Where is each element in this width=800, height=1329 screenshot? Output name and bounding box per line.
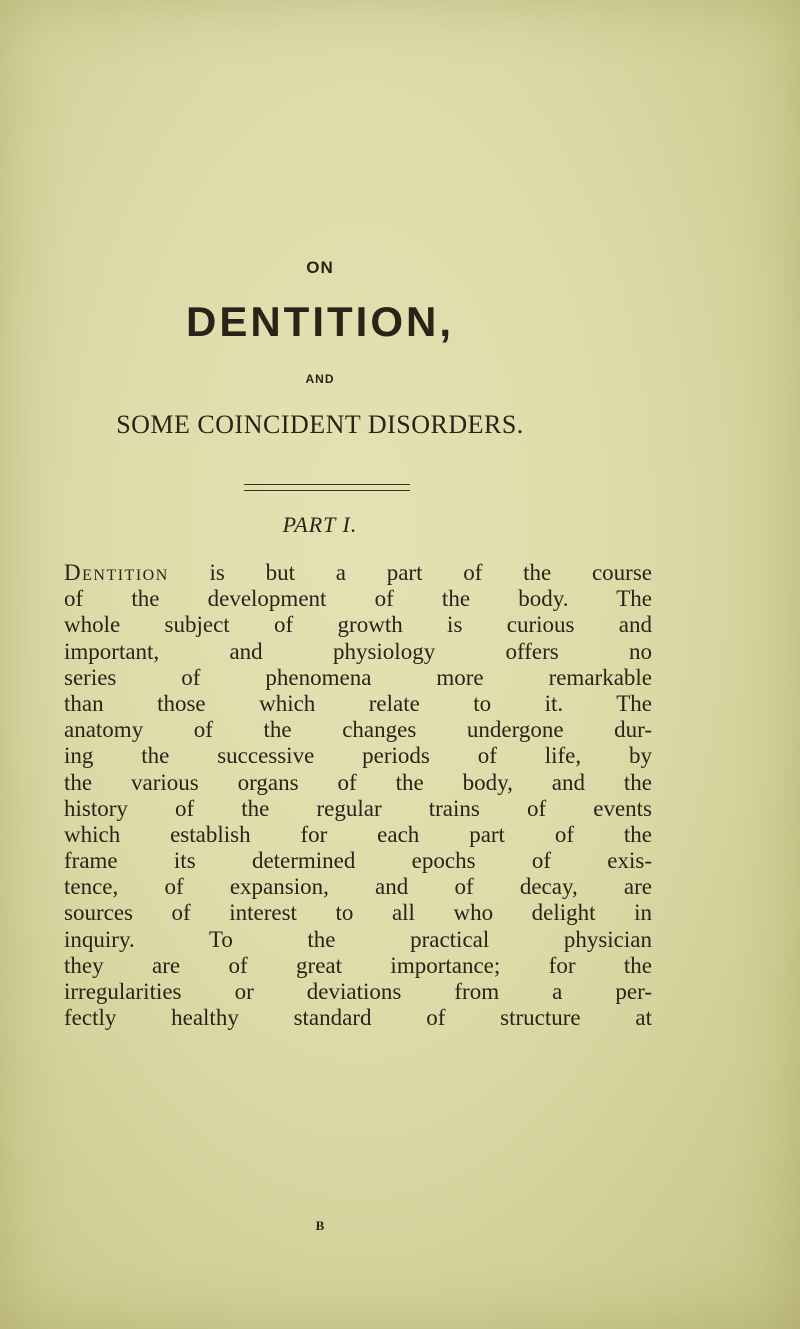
text-line: they are of great importance; for the [64,952,652,978]
page-subtitle: SOME COINCIDENT DISORDERS. [116,410,524,439]
signature-mark: B [315,1218,325,1233]
text-line: than those which relate to it. The [64,690,652,716]
part-heading: PART I. [282,512,358,537]
text-line: sources of interest to all who delight in [64,900,652,926]
text-line: which establish for each part of the [64,821,652,847]
text-line: ing the successive periods of life, by [64,743,652,769]
text-line: series of phenomena more remarkable [64,664,652,690]
text-line: inquiry. To the practical physician [64,926,652,952]
text-line: frame its determined epochs of exis- [64,848,652,874]
text-line [64,560,652,586]
page-title: DENTITION, [186,298,454,345]
text-line: important, and physiology offers no [64,638,652,664]
body-paragraph [64,560,652,1031]
text-line: tence, of expansion, and of decay, are [64,874,652,900]
heading-and: AND [305,372,335,386]
first-line-rest: is but a part of the course [168,560,652,585]
double-rule-divider [244,484,410,491]
text-line: fectly healthy standard of structure at [64,1005,652,1031]
text-line: history of the regular trains of events [64,795,652,821]
text-line: of the development of the body. The [64,586,652,612]
text-line: the various organs of the body, and the [64,769,652,795]
text-line: whole subject of growth is curious and [64,612,652,638]
text-line: anatomy of the changes undergone dur- [64,717,652,743]
lead-word: Dentition [64,560,169,585]
heading-on: ON [306,258,334,277]
text-line: irregularities or deviations from a per- [64,979,652,1004]
